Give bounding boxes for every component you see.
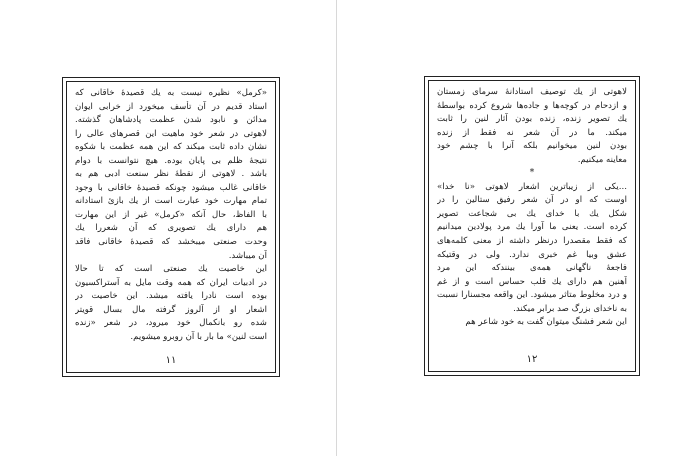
right-page-text [437,86,627,330]
text-line: وحدت صنعتی میبخشد كه قصیدهٔ خاقانی فاقد [75,237,267,248]
text-line: میكند. ما در آن شعر نه فقط از زنده [437,127,627,138]
right-page-frame [424,76,640,376]
left-page-number: ۱۱ [165,355,177,366]
text-line: به ناخدای بزرگ صد برابر میكند. [513,303,627,314]
text-line: تمام مهارت خود عبارت است از یك بازیٔ استادانه [75,196,267,207]
section-divider: * [529,168,535,179]
text-line: با الفاظ، حال آنكه «كرمل» غیر از این مهارت [75,209,267,220]
text-line: این خاصیت یك صنعتی است كه تا حالا [75,264,267,275]
text-line: یك تصویر زنده، زنده بودن آثار لنین را ثابت [437,114,627,125]
text-line: «کرمل» نظیره نیست به یك قصیدهٔ خاقانی كه [75,88,267,98]
text-line: باشد . لاهوتی از نقطهٔ نظر سنعت ادبی هم به [75,169,267,180]
page-gutter [336,0,337,456]
text-line: شده رو بانكمال خود میرود، در شعر «زنده [75,318,267,329]
text-line: عشق وبیا غم خبری ندارد. ولی در وقتیكه [437,249,627,260]
text-line: خاقانی غالب میشود چونكه قصیدهٔ خاقانی با وجود [75,182,267,193]
text-line: نتیجهٔ ظلم بی پایان بوده. هیچ نتوانست با دوام [75,155,267,166]
right-page-inner-border [428,80,636,372]
text-line: استاد قدیم در آن تأسف میخورد از خرابی ایوان [75,101,267,112]
text-line: آهنین هم دارای یك قلب حساس است و از غم [437,276,627,287]
text-line: اوست كه او در آن شعر رفیق ستالین را در [437,195,627,206]
text-line: نشان داده ثابت میكند كه این همه عظمت با شكوه [75,142,267,153]
text-line: فاجعهٔ ناگهانی همه‌ی بینندكه این مرد [437,263,627,274]
text-line: آن میباشد. [228,250,267,261]
text-line: ...یكی از زیباترین اشعار لاهوتی «نا خدا» [437,181,627,192]
text-line: اشعار او از آلروز گرفته مال بسال قویتر [75,304,267,315]
text-line: این شعر فشنگ میتوان گفت به خود شاعر هم [465,317,627,328]
text-line: كه فقط مقصدرا درنظر داشته از معنی كلمه‌های [437,236,627,247]
left-page-inner-border [66,81,276,373]
text-line: و درد مخلوط متاثر میشود. این واقعه مجسنارا نسبت [437,290,627,301]
text-line: لاهوتی در شعر خود ماهیت این قصرهای عالی را [75,128,267,139]
left-page-frame [62,77,280,377]
left-page-text [75,87,267,344]
text-line: و ازدحام در كوچه‌ها و جاده‌ها شروع كرده بواسطهٔ [437,100,627,111]
right-page-number: ۱۲ [526,354,538,365]
text-line: مدائن و نابود شدن عظمت پادشاهان گذشته. [75,115,267,126]
text-line: معاینه میكنیم. [577,154,627,165]
text-line: در ادبیات ایران كه همه وقت مایل به آستراكسیون [75,277,267,288]
text-line: هم دارای یك تصویری كه آن شعررا یك [75,223,267,234]
text-line: لاهوتی از یك توصیف استادانهٔ سرمای زمستان [437,87,627,97]
text-line: بوده است نادرا یافته میشد. این خاصیت در [75,291,267,302]
text-line: شكل یك با خدای یك بی شجاعت تصویر [437,208,627,219]
text-line: كرده است. یعنی ما آورا یك مرد پولادین میدانیم [437,222,627,233]
text-line: است لنین» ما بار با آن روبرو میشویم. [130,331,267,342]
text-line: بودن لنین میخوانیم بلكه آنرا با چشم خود [437,141,627,152]
